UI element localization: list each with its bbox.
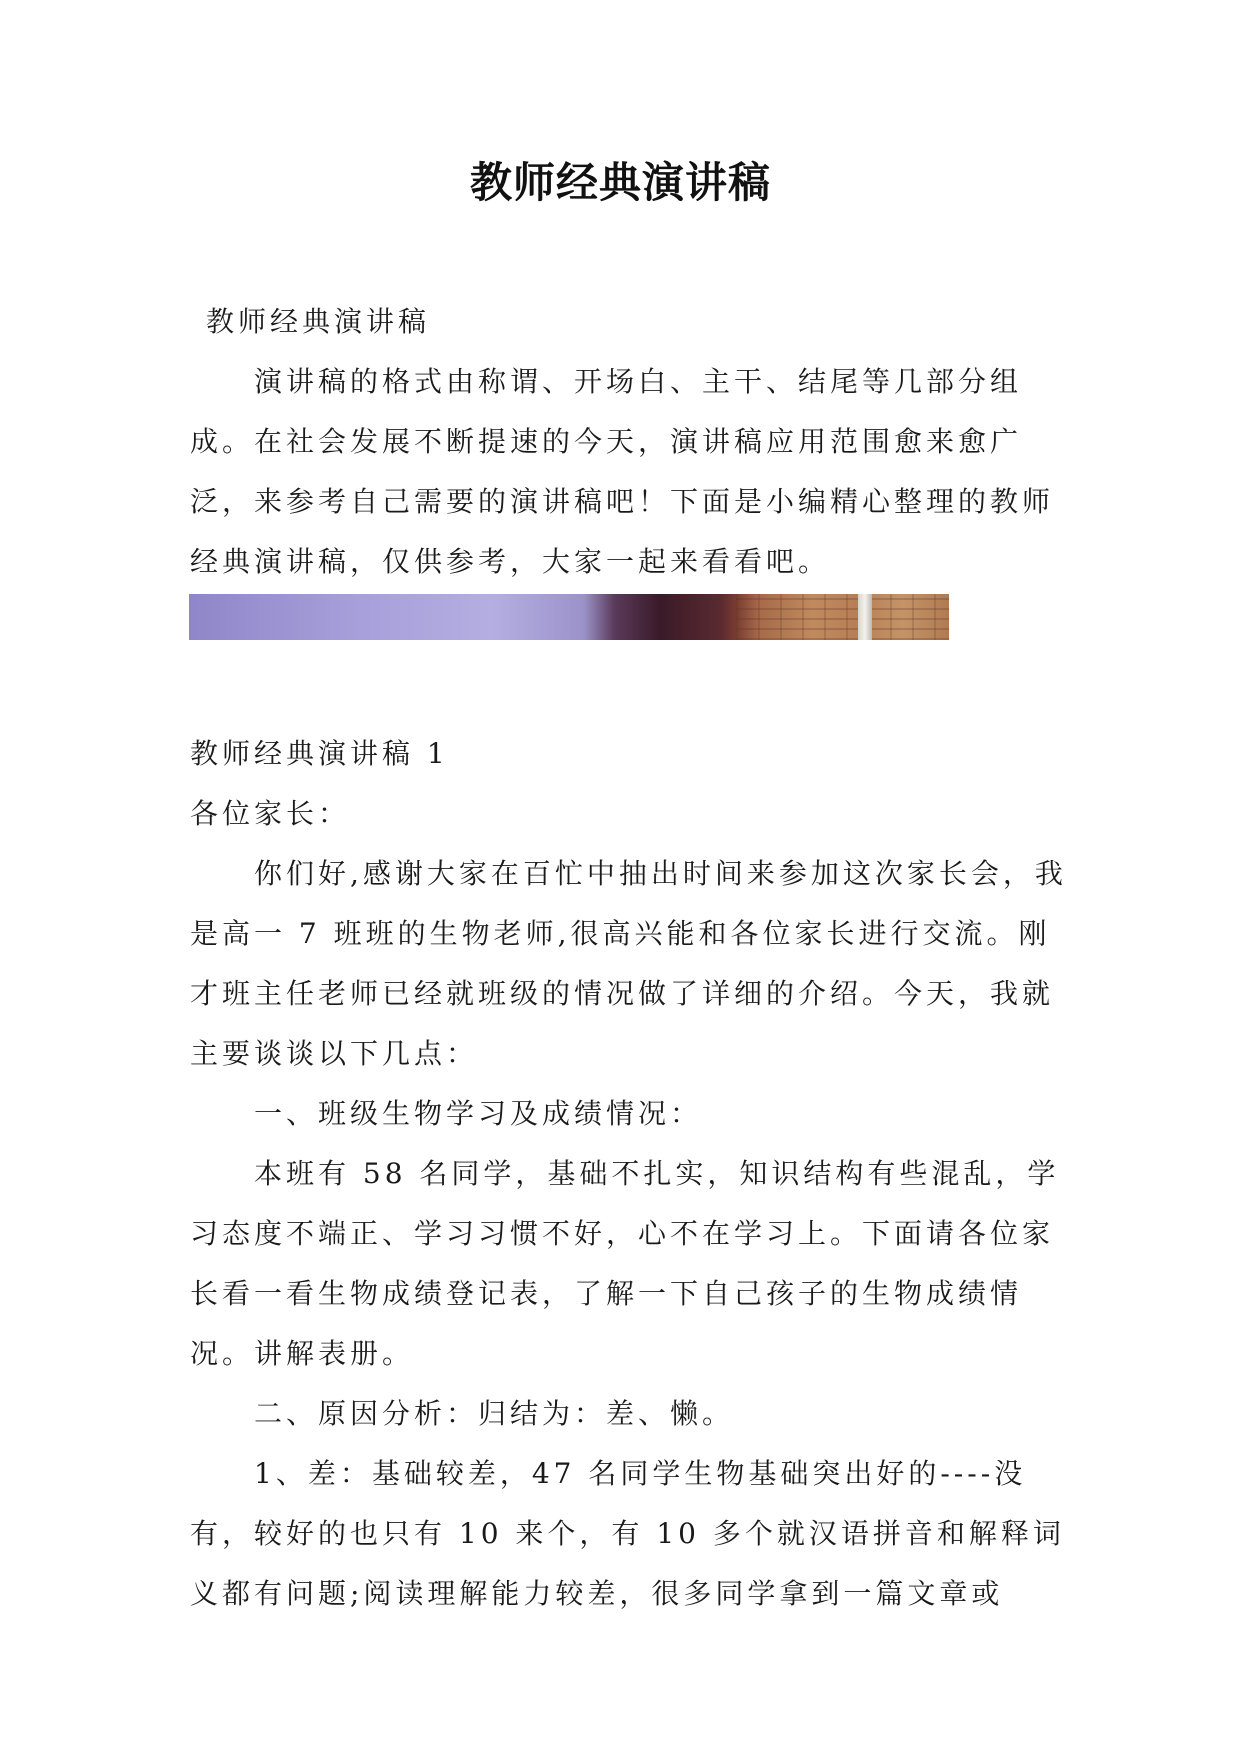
banner-brick-texture (736, 594, 949, 640)
body-paragraph: 本班有 58 名同学，基础不扎实，知识结构有些混乱，学习态度不端正、学习习惯不好，心不在学习上。下面请各位家长看一看生物成绩登记表，了解一下自己孩子的生物成绩情况。讲解表册。 (190, 1157, 1060, 1370)
body-paragraph: 一、班级生物学习及成绩情况： (254, 1097, 703, 1130)
section-heading: 教师经典演讲稿 1 (190, 737, 449, 770)
document-body (190, 292, 1070, 1624)
body-paragraph: 1、差：基础较差，47 名同学生物基础突出好的----没有，较好的也只有 10 来个，有 10 多个就汉语拼音和解释词义都有问题;阅读理解能力较差，很多同学拿到一篇文章或 (190, 1457, 1065, 1610)
banner-pole (858, 594, 872, 640)
body-paragraph: 你们好,感谢大家在百忙中抽出时间来参加这次家长会，我是高一 7 班班的生物老师,很高兴能和各位家长进行交流。刚才班主任老师已经就班级的情况做了详细的介绍。今天，我就主要谈谈以下几点： (190, 857, 1067, 1070)
salutation: 各位家长： (190, 797, 351, 830)
intro-paragraph: 演讲稿的格式由称谓、开场白、主干、结尾等几部分组成。在社会发展不断提速的今天，演讲稿应用范围愈来愈广泛，来参考自己需要的演讲稿吧！下面是小编精心整理的教师经典演讲稿，仅供参考，大家一起来看看吧。 (190, 365, 1055, 578)
document-subtitle: 教师经典演讲稿 (206, 305, 431, 338)
body-paragraph: 二、原因分析：归结为：差、懒。 (254, 1397, 735, 1430)
banner-image (189, 594, 949, 640)
document-title: 教师经典演讲稿 (469, 158, 771, 207)
